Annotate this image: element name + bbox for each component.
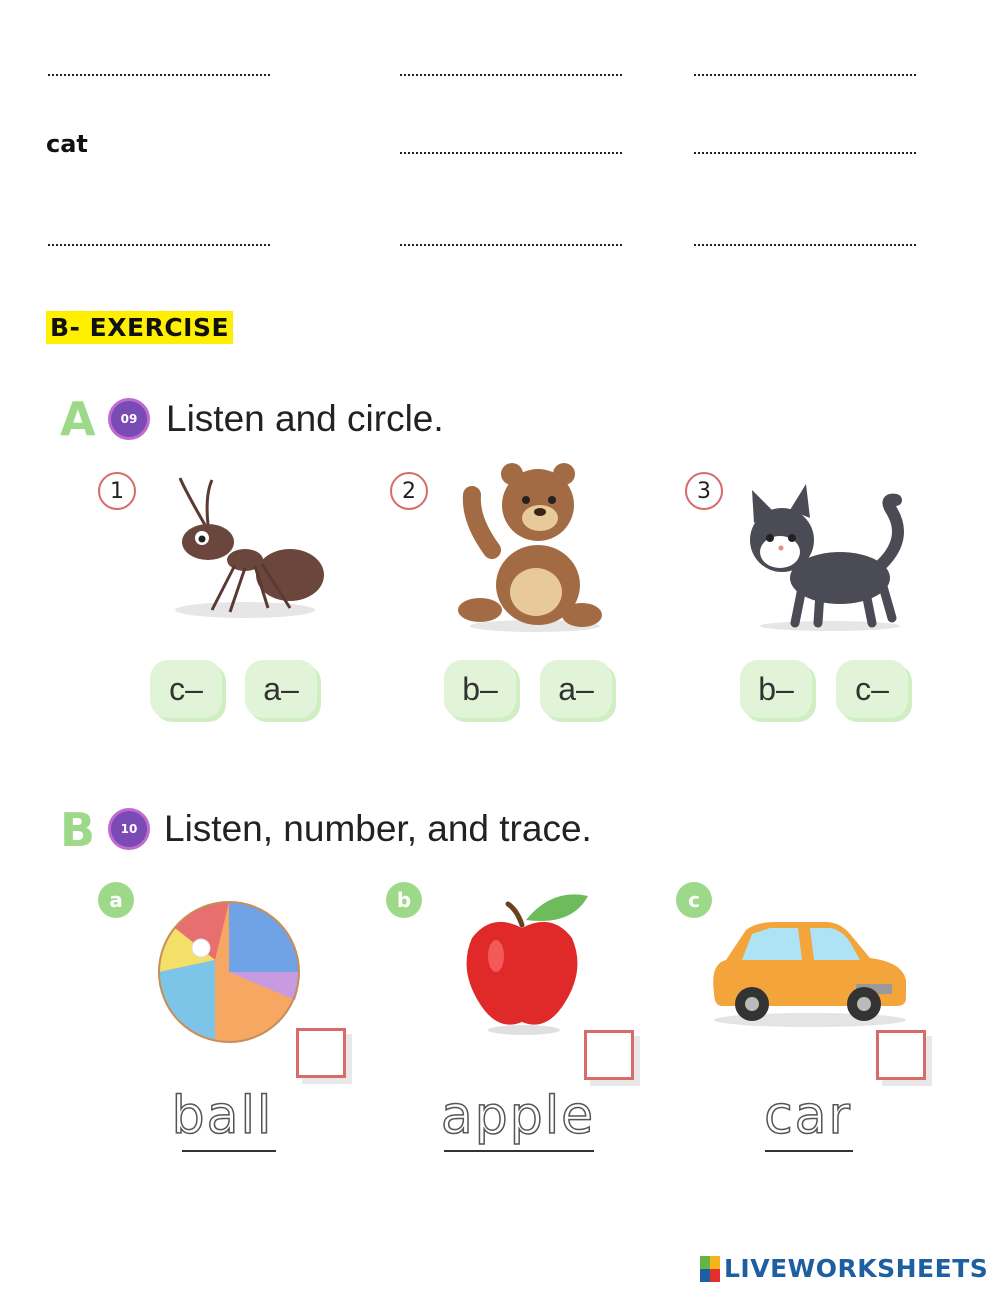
answer-line-r1c1[interactable] xyxy=(48,74,270,76)
trace-word-b[interactable]: apple xyxy=(440,1086,596,1146)
answer-line-r2c2[interactable] xyxy=(400,152,622,154)
ant-picture xyxy=(150,470,340,630)
liveworksheets-logo xyxy=(700,1254,988,1283)
item-number-3: 3 xyxy=(685,472,723,510)
answer-line-r3c3[interactable] xyxy=(694,244,916,246)
answer-line-r3c2[interactable] xyxy=(400,244,622,246)
option-2b[interactable]: a– xyxy=(540,660,612,718)
option-3a[interactable]: b– xyxy=(740,660,812,718)
item-number-1: 1 xyxy=(98,472,136,510)
item-letter-a: a xyxy=(98,882,134,918)
answer-line-r2c3[interactable] xyxy=(694,152,916,154)
item-number-2: 2 xyxy=(390,472,428,510)
item-letter-c: c xyxy=(676,882,712,918)
answer-box-b[interactable] xyxy=(584,1030,634,1080)
liveworksheets-brand: LIVEWORKSHEETS xyxy=(724,1254,989,1283)
trace-word-a[interactable]: ball xyxy=(171,1086,274,1146)
section-b-letter: B xyxy=(60,803,96,857)
answer-word-r2c1: cat xyxy=(46,130,88,158)
trace-baseline-b xyxy=(444,1150,594,1152)
section-a-title: Listen and circle. xyxy=(166,398,444,439)
option-1a[interactable]: c– xyxy=(150,660,222,718)
option-3b[interactable]: c– xyxy=(836,660,908,718)
item-letter-b: b xyxy=(386,882,422,918)
exercise-heading: B- EXERCISE xyxy=(46,311,233,344)
ball-picture xyxy=(155,900,305,1045)
answer-line-r1c3[interactable] xyxy=(694,74,916,76)
apple-picture xyxy=(462,890,592,1040)
answer-box-c[interactable] xyxy=(876,1030,926,1080)
answer-box-a[interactable] xyxy=(296,1028,346,1078)
option-2a[interactable]: b– xyxy=(444,660,516,718)
trace-word-c[interactable]: car xyxy=(764,1086,852,1146)
option-1b[interactable]: a– xyxy=(245,660,317,718)
cat-picture xyxy=(740,478,910,633)
section-b-title: Listen, number, and trace. xyxy=(164,808,592,849)
answer-line-r1c2[interactable] xyxy=(400,74,622,76)
car-picture xyxy=(706,920,911,1030)
answer-line-r3c1[interactable] xyxy=(48,244,270,246)
section-a-letter: A xyxy=(60,392,96,446)
bear-picture xyxy=(450,460,610,635)
trace-baseline-a xyxy=(182,1150,276,1152)
audio-track-badge[interactable]: 09 xyxy=(108,398,150,440)
liveworksheets-logo-icon xyxy=(700,1256,720,1282)
audio-track-badge[interactable]: 10 xyxy=(108,808,150,850)
trace-baseline-c xyxy=(765,1150,853,1152)
